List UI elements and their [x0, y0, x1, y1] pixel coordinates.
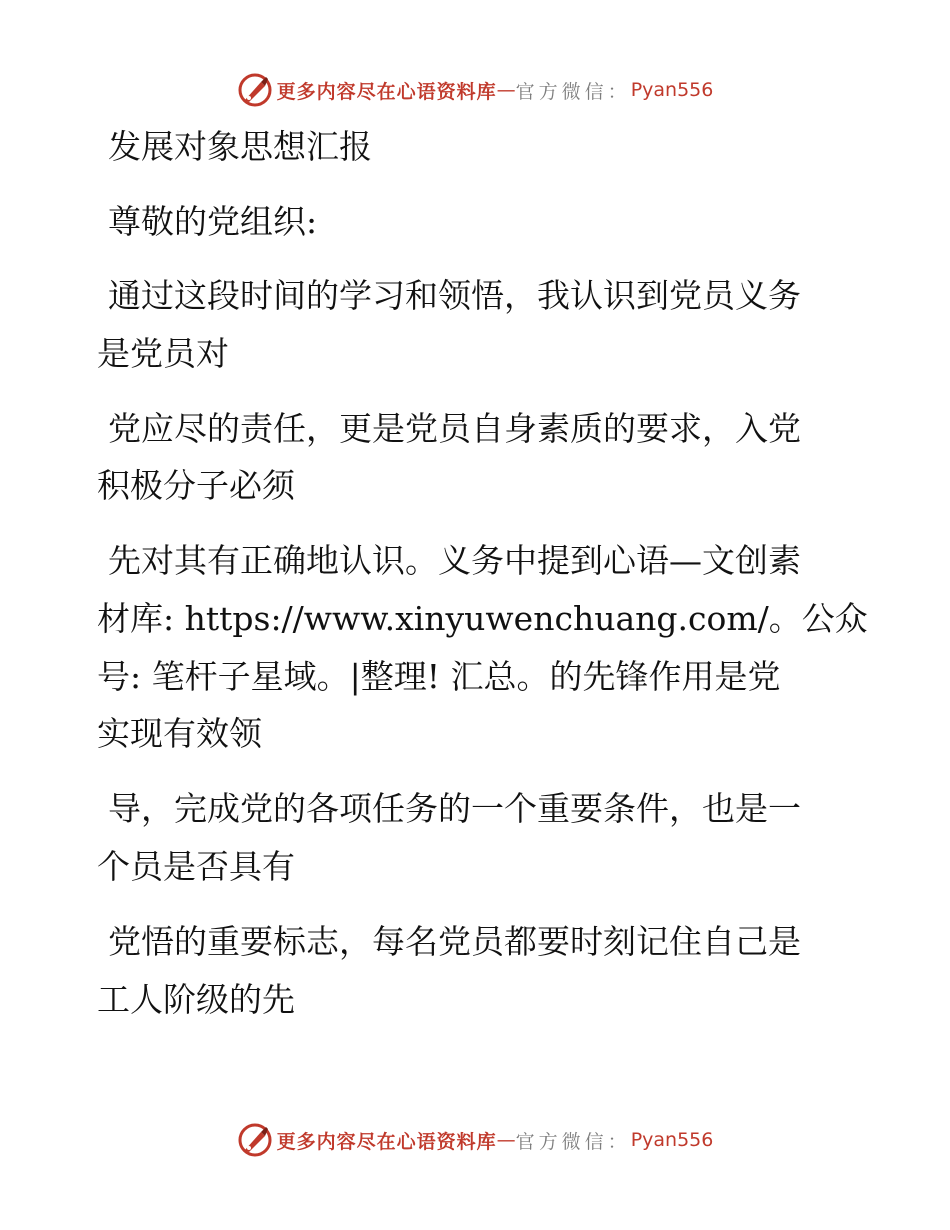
banner-site-text: 更多内容尽在心语资料库 — [276, 80, 497, 103]
paragraph-line: 号: 笔杆子星域。|整理! 汇总。的先锋作用是党 — [97, 657, 781, 696]
banner-site-text: 更多内容尽在心语资料库 — [276, 1130, 497, 1153]
footer-watermark — [0, 1118, 950, 1162]
paragraph-line: 材库: https://www.xinyuwenchuang.com/。公众 — [97, 599, 868, 638]
paragraph-line: 工人阶级的先 — [97, 980, 295, 1019]
paragraph-line: 党悟的重要标志，每名党员都要时刻记住自己是 — [108, 922, 801, 961]
pen-logo-icon — [237, 1122, 273, 1158]
banner-account: Pyan556 — [630, 1129, 714, 1151]
header-watermark — [0, 68, 950, 112]
paragraph-line: 是党员对 — [97, 334, 229, 373]
banner-official-text: 官方微信： — [515, 1130, 631, 1153]
paragraph-line: 党应尽的责任，更是党员自身素质的要求，入党 — [108, 409, 801, 448]
paragraph-line: 先对其有正确地认识。义务中提到心语—文创素 — [108, 541, 801, 580]
banner-account: Pyan556 — [630, 79, 714, 101]
pen-logo-icon — [237, 72, 273, 108]
paragraph-line: 个员是否具有 — [97, 847, 295, 886]
paragraph-line: 实现有效领 — [97, 714, 262, 753]
paragraph-line: 积极分子必须 — [97, 466, 295, 505]
banner-dash: — — [496, 1129, 516, 1151]
salutation: 尊敬的党组织: — [108, 202, 318, 241]
banner-official-text: 官方微信： — [515, 80, 631, 103]
banner-dash: — — [496, 79, 516, 101]
paragraph-line: 导，完成党的各项任务的一个重要条件，也是一 — [108, 789, 801, 828]
document-title: 发展对象思想汇报 — [108, 127, 372, 166]
paragraph-line: 通过这段时间的学习和领悟，我认识到党员义务 — [108, 276, 801, 315]
